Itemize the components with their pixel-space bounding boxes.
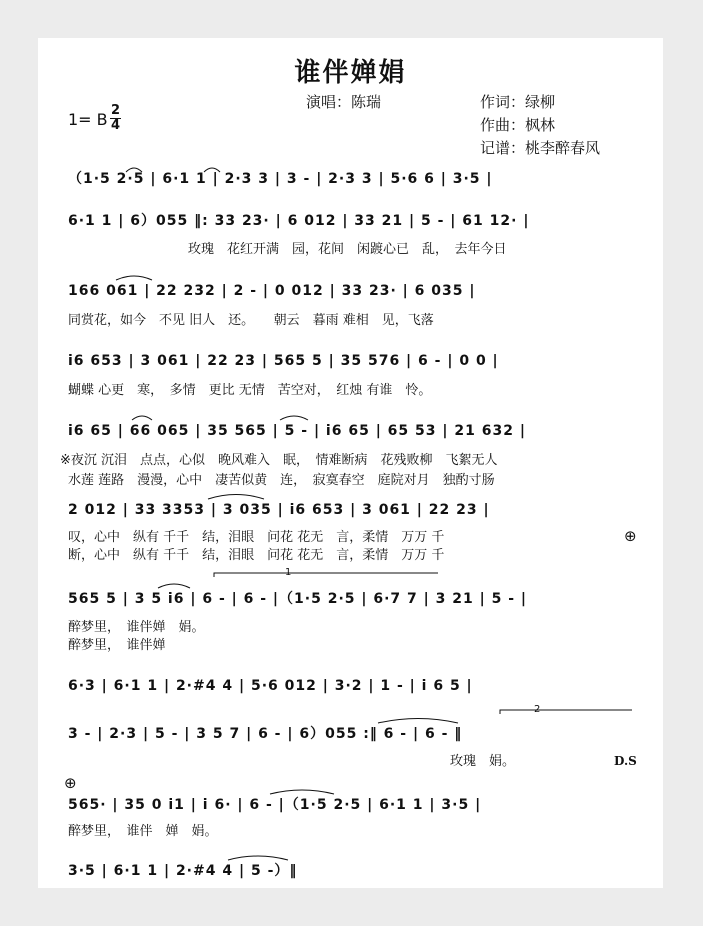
notation-line-3: 166 061 | 22 232 | 2 - | 0 012 | 33 23· | 6 035 | bbox=[68, 283, 476, 299]
lyricist-credit: 作词：绿柳 bbox=[480, 93, 556, 111]
lyric-line-10: 玫瑰 娟。 bbox=[450, 754, 516, 769]
notation-line-4: i6 653 | 3 061 | 22 23 | 565 5 | 35 576 | 6 - | 0 0 | bbox=[68, 353, 499, 369]
segno-mark: ⊕ bbox=[624, 527, 637, 545]
volta-second-label: 2 bbox=[534, 704, 541, 715]
slur-1 bbox=[126, 168, 142, 172]
lyric-line-4: ※夜沉 沉泪 点点，心似 晚风难入 眠， 情难断病 花残败柳 飞絮无人 bbox=[60, 453, 498, 468]
slur-3 bbox=[116, 276, 152, 280]
lyric-line-11: 醉梦里， 谁伴 婵 娟。 bbox=[68, 824, 218, 839]
volta-second-bracket bbox=[500, 710, 632, 714]
slur-4 bbox=[132, 416, 152, 420]
volta-first-bracket bbox=[214, 573, 438, 577]
lyric-line-1: 玫瑰 花红开满 园，花间 闲踱心已 乱， 去年今日 bbox=[188, 242, 507, 257]
notation-line-1: （1·5 2·5 | 6·1 1 | 2·3 3 | 3 - | 2·3 3 | 5·6 6 | 3·5 | bbox=[68, 171, 493, 187]
lyric-line-6: 叹，心中 纵有 千千 结，泪眼 问花 花无 言，柔情 万万 千 bbox=[68, 530, 445, 545]
transcriber-credit: 记谱：桃李醉春风 bbox=[480, 139, 601, 157]
lyric-line-5: 水莲 莲路 漫漫，心中 凄苦似黄 连， 寂寞春空 庭院对月 独酌寸肠 bbox=[68, 473, 495, 488]
notation-line-11: 3·5 | 6·1 1 | 2·#4 4 | 5 -）‖ bbox=[68, 863, 298, 879]
decorations-layer bbox=[38, 38, 663, 888]
meter-top: 2 bbox=[111, 103, 121, 118]
slur-6 bbox=[208, 495, 264, 500]
notation-line-8: 6·3 | 6·1 1 | 2·#4 4 | 5·6 012 | 3·2 | 1 - | i 6 5 | bbox=[68, 678, 473, 694]
slur-10 bbox=[228, 856, 288, 860]
song-title: 谁伴婵娟 bbox=[294, 58, 407, 88]
score-sheet bbox=[38, 38, 663, 888]
key-signature: 1= B bbox=[68, 110, 108, 129]
notation-line-10: 565· | 35 0 i1 | i 6· | 6 - |（1·5 2·5 | 6·1 1 | 3·5 | bbox=[68, 797, 482, 813]
notation-line-9: 3 - | 2·3 | 5 - | 3 5 7 | 6 - | 6）055 :‖ 6 - | 6 - ‖ bbox=[68, 726, 463, 742]
slur-5 bbox=[280, 416, 308, 420]
slur-2 bbox=[204, 168, 220, 172]
ds-mark: D.S bbox=[614, 754, 637, 768]
lyric-line-8: 醉梦里， 谁伴婵 娟。 bbox=[68, 620, 205, 635]
notation-line-6: 2 012 | 33 3353 | 3 035 | i6 653 | 3 061 | 22 23 | bbox=[68, 502, 490, 518]
notation-line-7: 565 5 | 3 5 i6 | 6 - | 6 - |（1·5 2·5 | 6·7 7 | 3 21 | 5 - | bbox=[68, 591, 528, 607]
lyric-line-9: 醉梦里， 谁伴婵 bbox=[68, 638, 166, 653]
lyric-line-3: 蝴蝶 心更 寒， 多情 更比 无情 苦空对， 红烛 有谁 怜。 bbox=[68, 383, 432, 398]
notation-line-5: i6 65 | 66 065 | 35 565 | 5 - | i6 65 | 65 53 | 21 632 | bbox=[68, 423, 526, 439]
volta-first-label: 1 bbox=[285, 567, 292, 578]
slur-9 bbox=[270, 790, 334, 794]
lyric-line-7: 断，心中 纵有 千千 结，泪眼 问花 花无 言，柔情 万万 千 bbox=[68, 548, 445, 563]
notation-line-2: 6·1 1 | 6）055 ‖: 33 23· | 6 012 | 33 21 | 5 - | 61 12· | bbox=[68, 213, 530, 229]
coda-segno-mark: ⊕ bbox=[64, 774, 77, 792]
composer-credit: 作曲：枫林 bbox=[480, 116, 556, 134]
singer-credit: 演唱：陈瑞 bbox=[306, 93, 382, 111]
meter-bottom: 4 bbox=[111, 118, 121, 133]
lyric-line-2: 同赏花，如今 不见 旧人 还。 朝云 暮雨 难相 见，飞落 bbox=[68, 313, 434, 328]
slur-8 bbox=[378, 719, 458, 724]
slur-7 bbox=[158, 584, 190, 588]
